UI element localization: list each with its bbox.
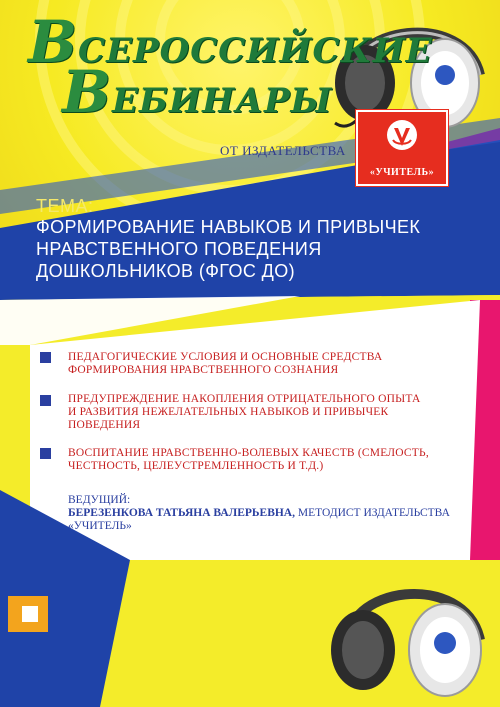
point-3-line-2: ЧЕСТНОСТЬ, ЦЕЛЕУСТРЕМЛЕННОСТЬ И Т.Д.) bbox=[68, 460, 324, 472]
publisher-logo-icon bbox=[384, 118, 420, 152]
point-1 bbox=[68, 351, 382, 377]
point-1-line-2: ФОРМИРОВАНИЯ НРАВСТВЕННОГО СОЗНАНИЯ bbox=[68, 364, 339, 376]
point-2-line-2: И РАЗВИТИЯ НЕЖЕЛАТЕЛЬНЫХ НАВЫКОВ И ПРИВЫЧЕК bbox=[68, 406, 389, 418]
title-rest-1: СЕРОССИЙСКИЕ bbox=[78, 31, 433, 71]
title-cap-2: В bbox=[62, 58, 113, 126]
topic-line-1: ФОРМИРОВАНИЕ НАВЫКОВ И ПРИВЫЧЕК bbox=[36, 217, 421, 237]
point-1-line-1: ПЕДАГОГИЧЕСКИЕ УСЛОВИЯ И ОСНОВНЫЕ СРЕДСТВА bbox=[68, 351, 383, 363]
bullet-square-icon bbox=[40, 395, 51, 406]
point-2 bbox=[68, 393, 421, 432]
topic-line-2: НРАВСТВЕННОГО ПОВЕДЕНИЯ bbox=[36, 239, 322, 259]
presenter-role-line-2: «УЧИТЕЛЬ» bbox=[68, 520, 132, 532]
headphones-icon-bottom bbox=[325, 565, 500, 707]
presenter-line bbox=[68, 507, 450, 520]
point-2-line-1: ПРЕДУПРЕЖДЕНИЕ НАКОПЛЕНИЯ ОТРИЦАТЕЛЬНОГО ОПЫТА bbox=[68, 393, 421, 405]
point-3-line-1: ВОСПИТАНИЕ НРАВСТВЕННО-ВОЛЕВЫХ КАЧЕСТВ (СМЕЛОСТЬ, bbox=[68, 447, 429, 459]
publisher-text: ОТ ИЗДАТЕЛЬСТВА bbox=[220, 143, 346, 158]
presenter-name: БЕРЕЗЕНКОВА ТАТЬЯНА ВАЛЕРЬЕВНА, bbox=[68, 507, 295, 519]
publisher-logo bbox=[356, 110, 448, 186]
point-3 bbox=[68, 447, 429, 473]
bullet-square-icon bbox=[40, 352, 51, 363]
presenter-role: МЕТОДИСТ ИЗДАТЕЛЬСТВА bbox=[295, 507, 450, 519]
logo-text: «УЧИТЕЛЬ» bbox=[369, 167, 435, 178]
bullet-square-icon bbox=[40, 448, 51, 459]
topic-label: ТЕМА: bbox=[36, 196, 94, 216]
white-square bbox=[22, 606, 38, 622]
title-line-2 bbox=[62, 58, 333, 126]
presenter-label: ВЕДУЩИЙ: bbox=[68, 494, 131, 506]
title-cap-1: В bbox=[28, 8, 79, 76]
topic-line-3: ДОШКОЛЬНИКОВ (ФГОС ДО) bbox=[36, 261, 296, 281]
title-rest-2: ЕБИНАРЫ bbox=[112, 81, 333, 121]
point-2-line-3: ПОВЕДЕНИЯ bbox=[68, 419, 141, 431]
